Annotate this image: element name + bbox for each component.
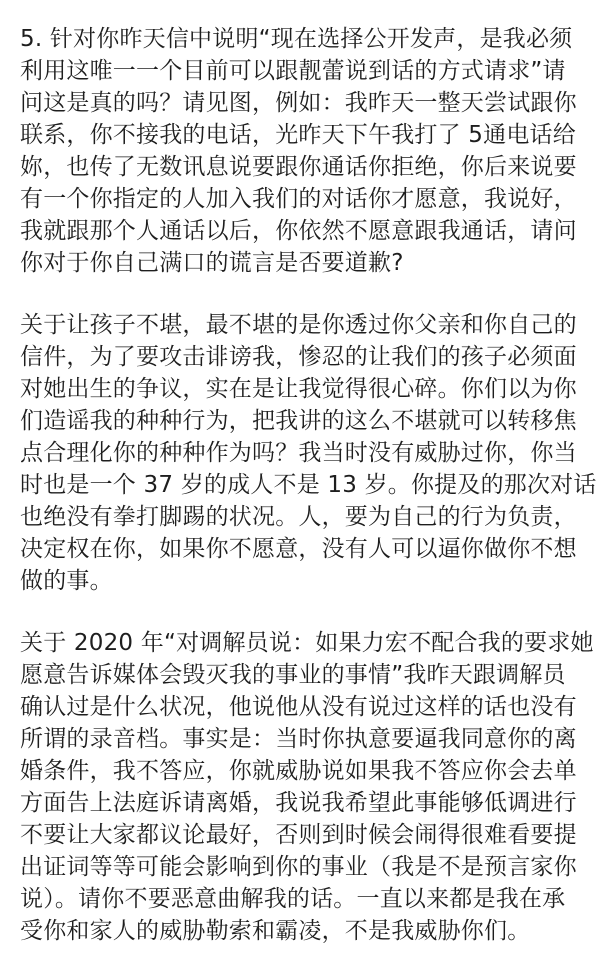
text-line: 确认过是什么状况，他说他从没有说过这样的话也没有 (20, 694, 577, 720)
text-line: 点合理化你的种种作为吗？我当时没有威胁过你，你当 (20, 440, 577, 466)
text-line: 妳，也传了无数讯息说要跟你通话你拒绝，你后来说要 (20, 154, 577, 180)
text-line: 有一个你指定的人加入我们的对话你才愿意，我说好， (20, 186, 577, 212)
text-line: 说）。请你不要恶意曲解我的话。一直以来都是我在承 (20, 886, 566, 912)
text-line: 我就跟那个人通话以后，你依然不愿意跟我通话，请问 (20, 218, 577, 244)
text-line: 关于让孩子不堪，最不堪的是你透过你父亲和你自己的 (20, 312, 577, 338)
text-line: 受你和家人的威胁勒索和霸凌，不是我威胁你们。 (20, 918, 531, 944)
text-line: 决定权在你，如果你不愿意，没有人可以逼你做你不想 (20, 536, 577, 562)
text-line: 对她出生的争议，实在是让我觉得很心碎。你们以为你 (20, 376, 577, 402)
text-line: 5. 针对你昨天信中说明“现在选择公开发声，是我必须 (20, 26, 573, 52)
text-line: 时也是一个 37 岁的成人不是 13 岁。你提及的那次对话 (20, 472, 597, 498)
paragraph-2 (20, 309, 597, 597)
text-line: 问这是真的吗？请见图，例如：我昨天一整天尝试跟你 (20, 90, 577, 116)
text-line: 利用这唯一一个目前可以跟靓蕾说到话的方式请求”请 (20, 58, 566, 84)
text-line: 婚条件，我不答应，你就威胁说如果我不答应你会去单 (20, 758, 577, 784)
paragraph-3 (20, 627, 594, 947)
text-line: 也绝没有拳打脚踢的状况。人，要为自己的行为负责， (20, 504, 577, 530)
paragraph-1 (20, 23, 590, 279)
text-line: 所谓的录音档。事实是：当时你执意要逼我同意你的离 (20, 726, 577, 752)
text-line: 信件，为了要攻击诽谤我，惨忍的让我们的孩子必须面 (20, 344, 577, 370)
text-line: 出证词等等可能会影响到你的事业（我是不是预言家你 (20, 854, 577, 880)
text-line: 们造谣我的种种行为，把我讲的这么不堪就可以转移焦 (20, 408, 577, 434)
text-line: 联系，你不接我的电话，光昨天下午我打了 5通电话给 (20, 122, 576, 148)
text-line: 关于 2020 年“对调解员说：如果力宏不配合我的要求她 (20, 630, 594, 656)
text-line: 愿意告诉媒体会毁灭我的事业的事情”我昨天跟调解员 (20, 662, 566, 688)
text-line: 方面告上法庭诉请离婚，我说我希望此事能够低调进行 (20, 790, 577, 816)
text-line: 不要让大家都议论最好，否则到时候会闹得很难看要提 (20, 822, 577, 848)
document-body (20, 23, 597, 977)
text-line: 做的事。 (20, 568, 113, 594)
text-line: 你对于你自己满口的谎言是否要道歉? (20, 250, 404, 276)
